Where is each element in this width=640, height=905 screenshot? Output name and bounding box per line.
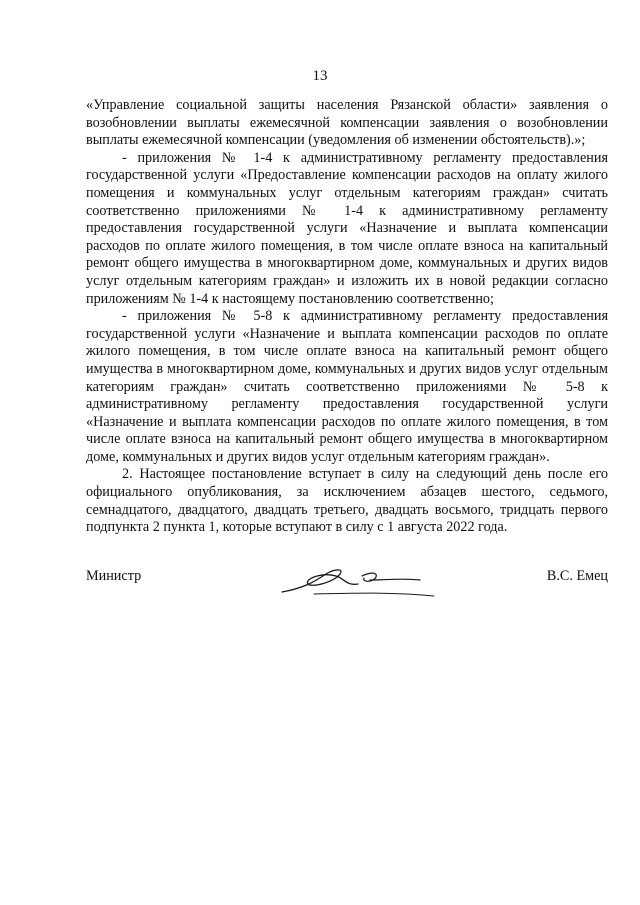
page-number: 13 xyxy=(312,68,328,84)
handwritten-signature xyxy=(274,558,444,604)
paragraph-appendices-5-8: - приложения № 5-8 к административному регламенту предоставления государственной услуги «Назначение и выплата компенсации расходов по оплате жилого помещения, в том числе оплате взноса на капитальный ремонт общего имущества в многоквартирном доме, коммунальных и других видов услуг отдельным категориям граждан» считать соответственно приложениями № 5-8 к административному регламенту предоставления государственной услуги «Назначение и выплата компенсации расходов по оплате жилого помещения, в том числе оплате взноса на капитальный ремонт общего имущества в многоквартирном доме, коммунальных и других видов услуг отдельным категориям граждан». xyxy=(86,308,608,465)
document-body xyxy=(86,97,608,537)
paragraph-appendices-1-4: - приложения № 1-4 к административному регламенту предоставления государственной услуги «Предоставление компенсации расходов на оплату жилого помещения и коммунальных услуг отдельным категориям граждан» считать соответственно приложениями № 1-4 к административному регламенту предоставления государственной услуги «Назначение и выплата компенсации расходов по оплате жилого помещения, в том числе оплате взноса на капитальный ремонт общего имущества в многоквартирном доме, коммунальных и других видов услуг отдельным категориям граждан» и изложить их в новой редакции согласно приложениям № 1-4 к настоящему постановлению соответственно; xyxy=(86,149,608,307)
paragraph-continuation: «Управление социальной защиты населения Рязанской области» заявления о возобновлении выплаты ежемесячной компенсации заявления о возобновлении выплаты ежемесячной компенсации (уведомления об изменении обстоятельств).»; xyxy=(86,97,608,149)
signatory-title: Министр xyxy=(86,568,142,584)
signatory-name: В.С. Емец xyxy=(546,568,608,584)
paragraph-effective-date: 2. Настоящее постановление вступает в силу на следующий день после его официального опубликования, за исключением абзацев шестого, седьмого, семнадцатого, двадцатого, двадцать третьего, двадцать восьмого, тридцать первого подпункта 2 пункта 1, которые вступают в силу с 1 августа 2022 года. xyxy=(86,466,608,536)
signature-block xyxy=(86,566,608,606)
